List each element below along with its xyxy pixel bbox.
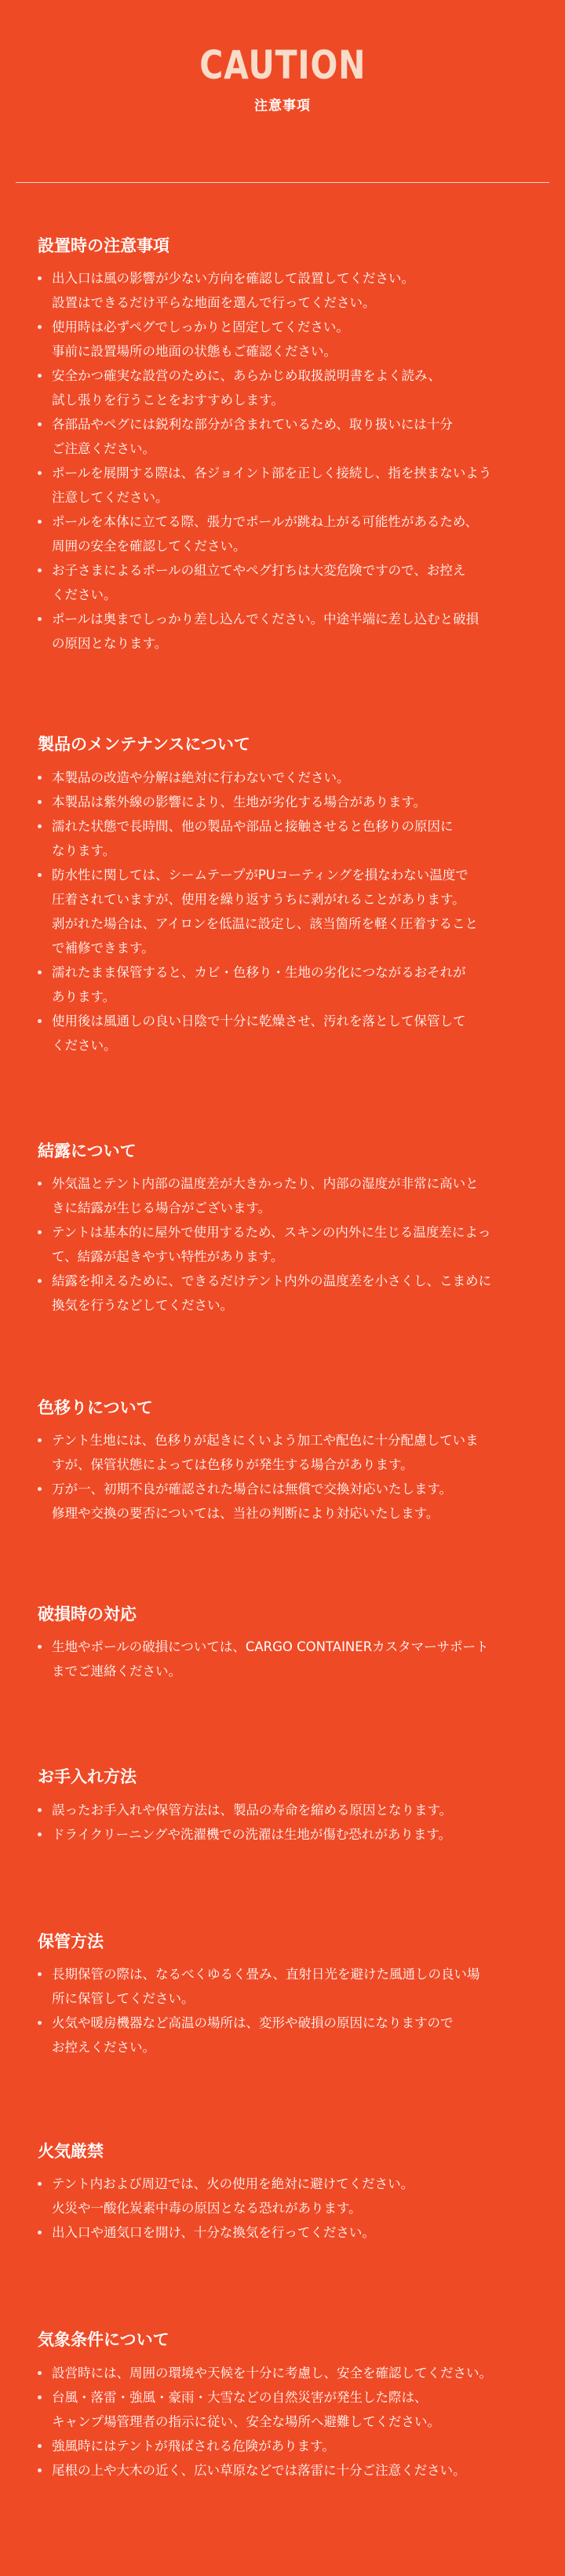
list-item-text: ください。 bbox=[52, 1037, 117, 1053]
list-item-text: お控えください。 bbox=[52, 2040, 155, 2055]
caution-list-item bbox=[38, 1428, 554, 1477]
list-item-text: 濡れた状態で長時間、他の製品や部品と接触させると色移りの原因に bbox=[52, 818, 454, 834]
caution-list-item bbox=[38, 1962, 554, 2011]
list-item-text: 圧着されていますが、使用を繰り返すうちに剥がれることがあります。 bbox=[52, 891, 465, 907]
list-item-text: 防水性に関しては、シームテープがPUコーティングを損なわない温度で bbox=[52, 867, 468, 882]
list-item-text: で補修できます。 bbox=[52, 940, 155, 955]
section-title: 破損時の対応 bbox=[38, 1605, 137, 1624]
caution-list-item bbox=[38, 765, 554, 790]
list-item-text: テント内および周辺では、火の使用を絶対に避けてください。 bbox=[52, 2176, 414, 2192]
list-item-text: きに結露が生じる場合がございます。 bbox=[52, 1200, 272, 1215]
caution-heading: CAUTION bbox=[199, 42, 366, 88]
caution-list-item bbox=[38, 790, 554, 814]
caution-list-item bbox=[38, 2011, 554, 2059]
caution-list bbox=[38, 266, 554, 656]
caution-list-item bbox=[38, 1477, 554, 1526]
list-item-text: までご連絡ください。 bbox=[52, 1664, 181, 1679]
list-item-text: 本製品の改造や分解は絶対に行わないでください。 bbox=[52, 769, 350, 785]
list-item-text: 設置はできるだけ平らな地面を選んで行ってください。 bbox=[52, 295, 376, 311]
section-title: お手入れ方法 bbox=[38, 1767, 137, 1787]
section-title: 気象条件について bbox=[38, 2330, 170, 2350]
caution-section bbox=[38, 1398, 554, 1526]
list-item-text: テントは基本的に屋外で使用するため、スキンの内外に生じる温度差によっ bbox=[52, 1224, 491, 1240]
list-item-text: 出入口は風の影響が少ない方向を確認して設置してください。 bbox=[52, 271, 414, 287]
section-title: 製品のメンテナンスについて bbox=[38, 735, 250, 755]
list-item-text: 結露を抑えるために、できるだけテント内外の温度差を小さくし、こまめに bbox=[52, 1273, 492, 1288]
caution-list-item bbox=[38, 1220, 554, 1269]
caution-list-item bbox=[38, 2434, 554, 2458]
list-item-text: ご注意ください。 bbox=[52, 441, 155, 457]
list-item-text: 周囲の安全を確認してください。 bbox=[52, 539, 246, 554]
caution-section bbox=[38, 236, 554, 656]
section-title: 保管方法 bbox=[38, 1931, 104, 1951]
caution-list-item bbox=[38, 364, 554, 412]
caution-list-item bbox=[38, 461, 554, 510]
caution-list-item bbox=[38, 2458, 554, 2483]
caution-list-item bbox=[38, 2361, 554, 2385]
list-item-text: 使用時は必ずペグでしっかりと固定してください。 bbox=[52, 320, 349, 335]
caution-list-item bbox=[38, 510, 554, 558]
caution-list-item bbox=[38, 2385, 554, 2434]
caution-section bbox=[38, 1141, 554, 1317]
caution-list-item bbox=[38, 1269, 554, 1317]
list-item-text: 長期保管の際は、なるべくゆるく畳み、直射日光を避けた風通しの良い場 bbox=[52, 1967, 480, 1982]
caution-section bbox=[38, 1767, 554, 1846]
caution-section bbox=[38, 1604, 554, 1683]
list-item-text: 火気や暖房機器など高温の場所は、変形や破損の原因になりますので bbox=[52, 2015, 454, 2031]
list-item-text: 濡れたまま保管すると、カビ・色移り・生地の劣化につながるおそれが bbox=[52, 964, 466, 980]
section-spacer bbox=[38, 2245, 554, 2329]
caution-list bbox=[38, 1428, 554, 1526]
list-item-text: キャンプ場管理者の指示に従い、安全な場所へ避難してください。 bbox=[52, 2413, 440, 2429]
caution-list-item bbox=[38, 2172, 554, 2220]
list-item-text: 換気を行うなどしてください。 bbox=[52, 1297, 233, 1313]
list-item-text: あります。 bbox=[52, 988, 116, 1004]
caution-list-item bbox=[38, 315, 554, 364]
caution-list-item bbox=[38, 2220, 554, 2245]
list-item-text: の原因となります。 bbox=[52, 636, 168, 652]
caution-list bbox=[38, 2172, 554, 2245]
section-spacer bbox=[38, 1683, 554, 1767]
caution-list-item bbox=[38, 960, 554, 1009]
list-item-text: 修理や交換の要否については、当社の判断により対応いたします。 bbox=[52, 1506, 439, 1522]
section-title: 結露について bbox=[38, 1141, 137, 1160]
list-item-text: 火災や一酸化炭素中毒の原因となる恐れがあります。 bbox=[52, 2201, 362, 2216]
list-item-text: 台風・落雷・強風・豪雨・大雪などの自然災害が発生した際は、 bbox=[52, 2389, 428, 2405]
list-item-text: 外気温とテント内部の温度差が大きかったり、内部の湿度が非常に高いと bbox=[52, 1175, 479, 1191]
list-item-text: ポールは奥までしっかり差し込んでください。中途半端に差し込むと破損 bbox=[52, 612, 479, 627]
section-title: 火気厳禁 bbox=[38, 2142, 104, 2161]
list-item-text: 剥がれた場合は、アイロンを低温に設定し、該当箇所を軽く圧着すること bbox=[52, 915, 479, 931]
list-item-text: 生地やポールの破損については、CARGO CONTAINERカスタマーサポート bbox=[52, 1639, 489, 1655]
list-item-text: 所に保管してください。 bbox=[52, 1991, 195, 2007]
caution-list-item bbox=[38, 1635, 554, 1683]
caution-list bbox=[38, 1798, 554, 1847]
section-spacer bbox=[38, 1847, 554, 1931]
list-item-text: 使用後は風通しの良い日陰で十分に乾燥させ、汚れを落として保管して bbox=[52, 1013, 466, 1029]
caution-content bbox=[38, 236, 554, 2483]
section-spacer bbox=[38, 2059, 554, 2141]
caution-list-item bbox=[38, 863, 554, 960]
caution-list-item bbox=[38, 1171, 554, 1220]
list-item-text: 出入口や通気口を開け、十分な換気を行ってください。 bbox=[52, 2225, 375, 2241]
list-item-text: ポールを本体に立てる際、張力でポールが跳ね上がる可能性があるため、 bbox=[52, 514, 479, 530]
section-spacer bbox=[38, 1058, 554, 1141]
list-item-text: 事前に設置場所の地面の状態もご確認ください。 bbox=[52, 344, 337, 360]
caution-section bbox=[38, 1931, 554, 2059]
caution-list-item bbox=[38, 266, 554, 315]
list-item-text: テント生地には、色移りが起きにくいよう加工や配色に十分配慮していま bbox=[52, 1433, 479, 1449]
page-subtitle: 注意事項 bbox=[254, 98, 311, 114]
page-header bbox=[0, 0, 565, 114]
list-item-text: 注意してください。 bbox=[52, 490, 169, 506]
caution-list bbox=[38, 1962, 554, 2059]
caution-section bbox=[38, 2141, 554, 2245]
caution-list bbox=[38, 765, 554, 1058]
list-item-text: 強風時にはテントが飛ばされる危険があります。 bbox=[52, 2438, 335, 2454]
caution-list bbox=[38, 2361, 554, 2483]
list-item-text: 各部品やペグには鋭利な部分が含まれているため、取り扱いには十分 bbox=[52, 417, 453, 433]
list-item-text: 万が一、初期不良が確認された場合には無償で交換対応いたします。 bbox=[52, 1482, 453, 1497]
section-spacer bbox=[38, 656, 554, 734]
caution-list bbox=[38, 1635, 554, 1683]
section-spacer bbox=[38, 1526, 554, 1604]
caution-list bbox=[38, 1171, 554, 1317]
section-spacer bbox=[38, 1317, 554, 1398]
caution-list-item bbox=[38, 814, 554, 863]
caution-list-item bbox=[38, 412, 554, 461]
list-item-text: ください。 bbox=[52, 587, 117, 603]
list-item-text: すが、保管状態によっては色移りが発生する場合があります。 bbox=[52, 1457, 414, 1473]
list-item-text: て、結露が起きやすい特性があります。 bbox=[52, 1248, 284, 1264]
list-item-text: 尾根の上や大木の近く、広い草原などでは落雷に十分ご注意ください。 bbox=[52, 2462, 466, 2478]
list-item-text: ドライクリーニングや洗濯機での洗濯は生地が傷む恐れがあります。 bbox=[52, 1826, 452, 1842]
header-divider bbox=[16, 182, 549, 183]
list-item-text: 試し張りを行うことをおすすめします。 bbox=[52, 393, 284, 408]
section-title: 色移りについて bbox=[38, 1398, 153, 1417]
list-item-text: 誤ったお手入れや保管方法は、製品の寿命を縮める原因となります。 bbox=[52, 1802, 453, 1818]
caution-list-item bbox=[38, 558, 554, 607]
caution-list-item bbox=[38, 1798, 554, 1822]
section-title: 設置時の注意事項 bbox=[38, 236, 170, 255]
caution-section bbox=[38, 734, 554, 1057]
list-item-text: お子さまによるポールの組立てやペグ打ちは大変危険ですので、お控え bbox=[52, 563, 466, 579]
caution-list-item bbox=[38, 1009, 554, 1058]
list-item-text: ポールを展開する際は、各ジョイント部を正しく接続し、指を挟まないよう bbox=[52, 466, 492, 481]
list-item-text: なります。 bbox=[52, 842, 116, 858]
caution-list-item bbox=[38, 607, 554, 656]
caution-list-item bbox=[38, 1822, 554, 1847]
caution-section bbox=[38, 2329, 554, 2482]
list-item-text: 本製品は紫外線の影響により、生地が劣化する場合があります。 bbox=[52, 794, 427, 809]
list-item-text: 安全かつ確実な設営のために、あらかじめ取扱説明書をよく読み、 bbox=[52, 368, 441, 384]
list-item-text: 設営時には、周囲の環境や天候を十分に考慮し、安全を確認してください。 bbox=[52, 2365, 492, 2381]
